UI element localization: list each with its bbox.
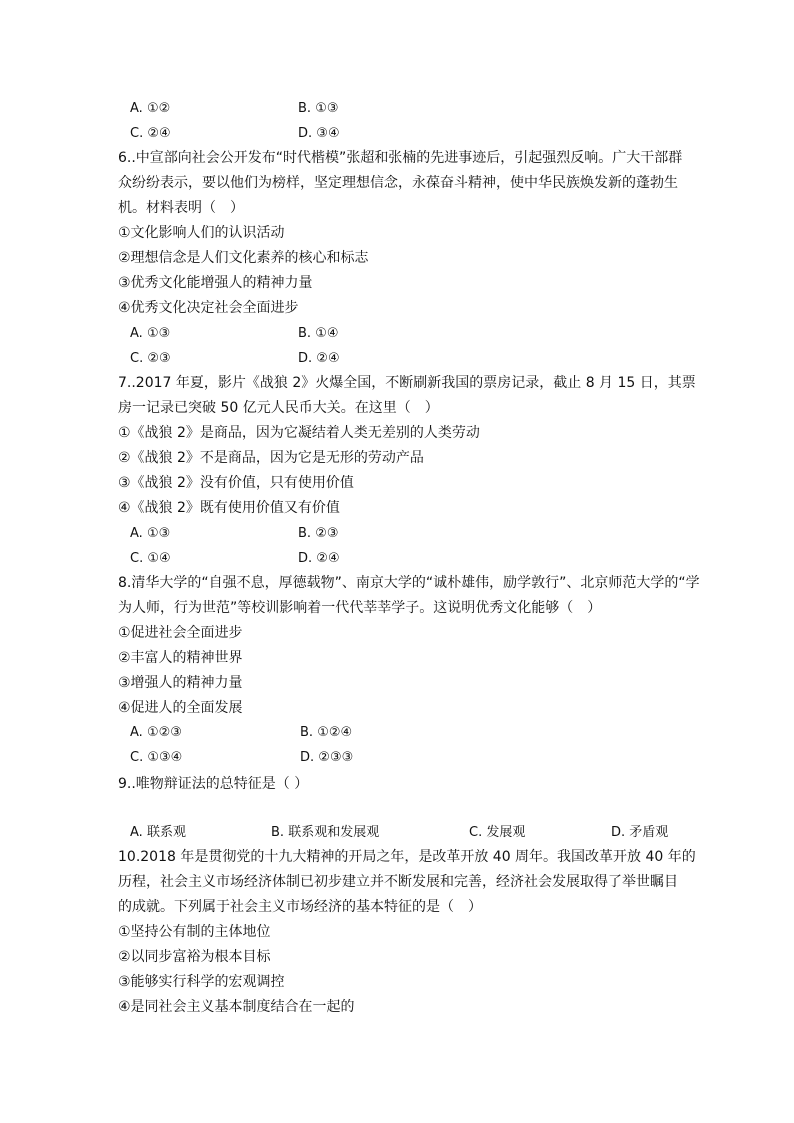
option-text: ①② bbox=[146, 101, 171, 116]
option-text: ②④ bbox=[316, 551, 340, 566]
option-text: ②④ bbox=[316, 351, 340, 366]
q7-option-c[interactable] bbox=[130, 546, 171, 571]
option-text: ②③ bbox=[147, 351, 171, 366]
option-text: ①④ bbox=[315, 326, 339, 341]
option-text: 矛盾观 bbox=[629, 825, 669, 840]
option-letter: C. bbox=[130, 351, 144, 366]
option-text: ②③③ bbox=[318, 750, 354, 765]
q8-option-b[interactable] bbox=[300, 720, 352, 745]
option-letter: D. bbox=[298, 126, 313, 141]
q10-statement-4: ④是同社会主义基本制度结合在一起的 bbox=[118, 999, 355, 1015]
pre-option-a[interactable] bbox=[130, 96, 170, 121]
option-letter: D. bbox=[298, 351, 313, 366]
q9-option-d[interactable] bbox=[611, 820, 668, 845]
q6-option-c[interactable] bbox=[130, 346, 171, 371]
q6-statement-3: ③优秀文化能增强人的精神力量 bbox=[118, 275, 313, 291]
q8-option-a[interactable] bbox=[130, 720, 182, 745]
option-letter: D. bbox=[611, 825, 626, 840]
option-text: ③④ bbox=[316, 126, 340, 141]
q6-option-d[interactable] bbox=[298, 346, 340, 371]
q10-stem-line-1: 10.2018 年是贯彻党的十九大精神的开局之年，是改革开放 40 周年。我国改革开放 40 年的 bbox=[118, 849, 696, 865]
q7-stem-line-2: 房一记录已突破 50 亿元人民币大关。在这里（ ） bbox=[118, 400, 439, 416]
q6-statement-1: ①文化影响人们的认识活动 bbox=[118, 225, 285, 241]
q7-statement-1: ①《战狼 2》是商品，因为它凝结着人类无差别的人类劳动 bbox=[118, 425, 480, 441]
q7-stem-line-1: 7..2017 年夏，影片《战狼 2》火爆全国，不断刷新我国的票房记录，截止 8 月 15 日，其票 bbox=[118, 375, 696, 391]
option-letter: D. bbox=[300, 750, 315, 765]
option-letter: B. bbox=[300, 725, 314, 740]
q9-option-a[interactable] bbox=[130, 820, 186, 845]
q8-statement-4: ④促进人的全面发展 bbox=[118, 700, 243, 716]
q9-option-b[interactable] bbox=[271, 820, 379, 845]
q8-stem-line-1: 8.清华大学的“自强不息，厚德载物”、南京大学的“诚朴雄伟，励学敦行”、北京师范大学的“学 bbox=[118, 575, 700, 591]
option-letter: C. bbox=[469, 825, 483, 840]
q6-statement-2: ②理想信念是人们文化素养的核心和标志 bbox=[118, 250, 369, 266]
option-letter: A. bbox=[130, 326, 143, 341]
option-letter: B. bbox=[271, 825, 285, 840]
option-letter: C. bbox=[130, 551, 144, 566]
q6-stem-line-1: 6..中宣部向社会公开发布“时代楷模”张超和张楠的先进事迹后，引起强烈反响。广大干部群 bbox=[118, 150, 683, 166]
option-letter: B. bbox=[298, 326, 312, 341]
q6-statement-4: ④优秀文化决定社会全面进步 bbox=[118, 300, 299, 316]
q8-option-c[interactable] bbox=[130, 745, 182, 770]
q6-option-a[interactable] bbox=[130, 321, 170, 346]
q7-statement-3: ③《战狼 2》没有价值，只有使用价值 bbox=[118, 475, 354, 491]
pre-option-c[interactable] bbox=[130, 121, 171, 146]
q9-option-c[interactable] bbox=[469, 820, 525, 845]
q10-statement-3: ③能够实行科学的宏观调控 bbox=[118, 974, 285, 990]
q7-option-d[interactable] bbox=[298, 546, 340, 571]
option-letter: B. bbox=[298, 526, 312, 541]
option-letter: A. bbox=[130, 101, 143, 116]
q10-statement-2: ②以同步富裕为根本目标 bbox=[118, 949, 271, 965]
q6-option-b[interactable] bbox=[298, 321, 339, 346]
option-text: ①③ bbox=[146, 326, 171, 341]
q8-statement-2: ②丰富人的精神世界 bbox=[118, 650, 243, 666]
option-text: ②④ bbox=[147, 126, 171, 141]
q10-stem-line-3: 的成就。下列属于社会主义市场经济的基本特征的是（ ） bbox=[118, 899, 482, 915]
option-letter: A. bbox=[130, 825, 143, 840]
q7-option-b[interactable] bbox=[298, 521, 339, 546]
q7-statement-2: ②《战狼 2》不是商品，因为它是无形的劳动产品 bbox=[118, 450, 424, 466]
q9-stem-line-1: 9..唯物辩证法的总特征是（ ） bbox=[118, 776, 309, 792]
option-letter: C. bbox=[130, 126, 144, 141]
option-letter: B. bbox=[298, 101, 312, 116]
q10-statement-1: ①坚持公有制的主体地位 bbox=[118, 924, 271, 940]
option-text: ①③④ bbox=[147, 750, 183, 765]
option-letter: A. bbox=[130, 526, 143, 541]
option-letter: D. bbox=[298, 551, 313, 566]
option-text: 发展观 bbox=[486, 825, 526, 840]
pre-option-d[interactable] bbox=[298, 121, 340, 146]
q6-stem-line-3: 机。材料表明（ ） bbox=[118, 200, 244, 216]
q10-stem-line-2: 历程，社会主义市场经济体制已初步建立并不断发展和完善，经济社会发展取得了举世瞩目 bbox=[118, 874, 678, 890]
q8-stem-line-2: 为人师，行为世范”等校训影响着一代代莘莘学子。这说明优秀文化能够（ ） bbox=[118, 600, 602, 616]
pre-option-b[interactable] bbox=[298, 96, 339, 121]
q8-statement-3: ③增强人的精神力量 bbox=[118, 675, 243, 691]
option-text: ①②③ bbox=[146, 725, 182, 740]
q6-stem-line-2: 众纷纷表示，要以他们为榜样，坚定理想信念，永葆奋斗精神，使中华民族焕发新的蓬勃生 bbox=[118, 175, 678, 191]
option-text: ①④ bbox=[147, 551, 171, 566]
option-letter: A. bbox=[130, 725, 143, 740]
option-letter: C. bbox=[130, 750, 144, 765]
q7-statement-4: ④《战狼 2》既有使用价值又有价值 bbox=[118, 500, 340, 516]
q7-option-a[interactable] bbox=[130, 521, 170, 546]
option-text: ②③ bbox=[315, 526, 339, 541]
option-text: ①③ bbox=[315, 101, 339, 116]
q8-statement-1: ①促进社会全面进步 bbox=[118, 625, 243, 641]
option-text: ①②④ bbox=[317, 725, 353, 740]
q8-option-d[interactable] bbox=[300, 745, 353, 770]
option-text: 联系观和发展观 bbox=[288, 825, 380, 840]
option-text: 联系观 bbox=[146, 825, 186, 840]
option-text: ①③ bbox=[146, 526, 171, 541]
